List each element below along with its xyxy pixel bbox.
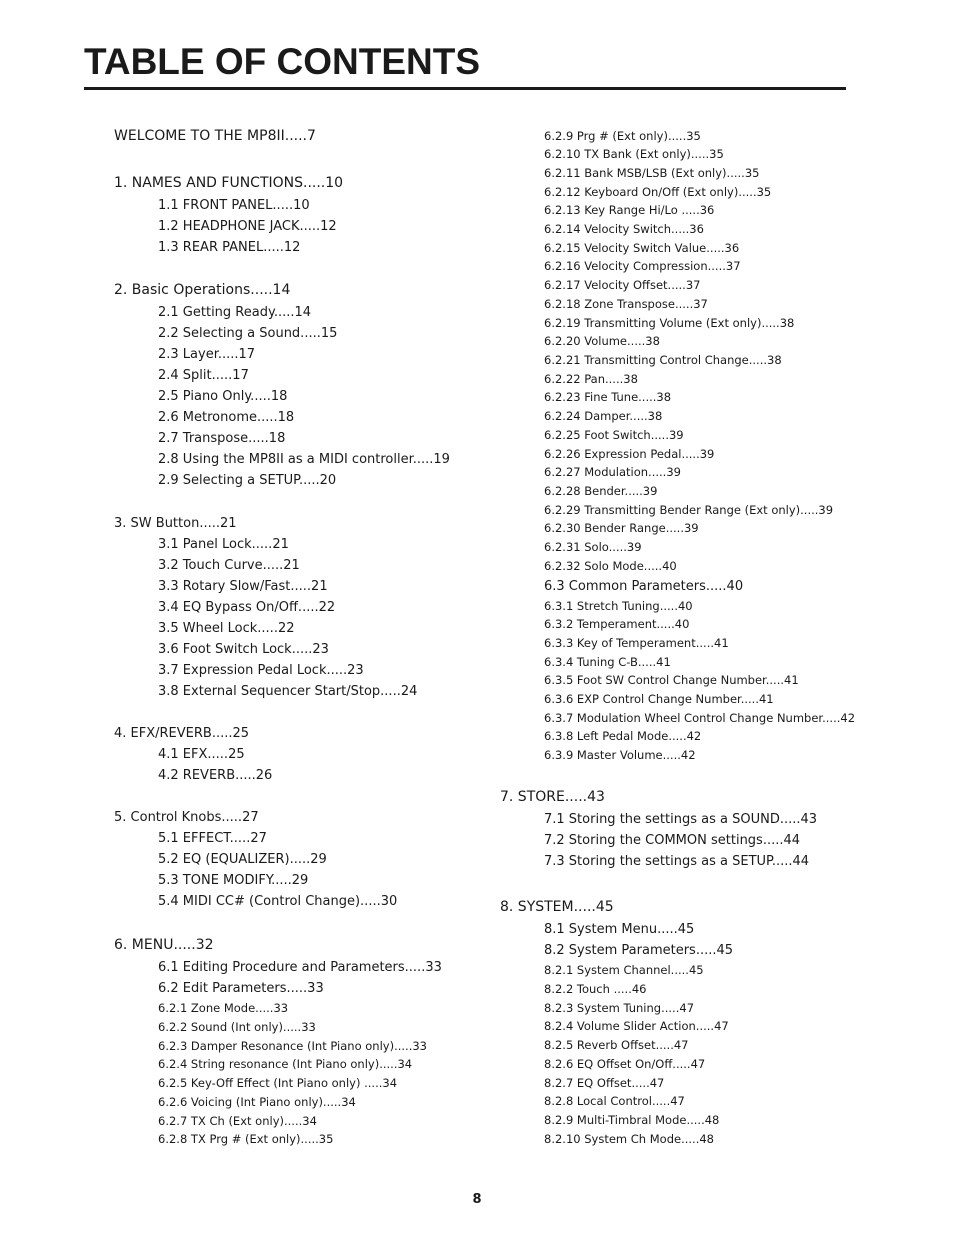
toc-entry: 3.1 Panel Lock.....21 xyxy=(158,536,289,552)
toc-entry: 2.7 Transpose.....18 xyxy=(158,430,286,446)
toc-entry: 6.2 Edit Parameters.....33 xyxy=(158,980,324,996)
toc-entry: 8.2.8 Local Control.....47 xyxy=(544,1093,685,1108)
toc-entry: 8.2.3 System Tuning.....47 xyxy=(544,1000,695,1015)
toc-entry: 2.6 Metronome.....18 xyxy=(158,409,295,425)
toc-entry: 6.2.19 Transmitting Volume (Ext only).....38 xyxy=(544,315,795,330)
toc-entry: 8.2.6 EQ Offset On/Off.....47 xyxy=(544,1056,706,1071)
toc-entry: 6.2.18 Zone Transpose.....37 xyxy=(544,296,708,311)
toc-entry: 5.2 EQ (EQUALIZER).....29 xyxy=(158,851,327,867)
toc-entry: 8. SYSTEM.....45 xyxy=(500,899,614,916)
toc-entry: 6.2.32 Solo Mode.....40 xyxy=(544,558,677,573)
toc-entry: 6.2.13 Key Range Hi/Lo .....36 xyxy=(544,202,715,217)
toc-entry: 8.2.7 EQ Offset.....47 xyxy=(544,1075,665,1090)
toc-entry: 5. Control Knobs.....27 xyxy=(114,809,259,825)
toc-entry: 2.8 Using the MP8II as a MIDI controller.....19 xyxy=(158,451,450,467)
toc-entry: 6.2.16 Velocity Compression.....37 xyxy=(544,258,741,273)
toc-entry: 6.3.4 Tuning C-B.....41 xyxy=(544,654,671,669)
toc-entry: 6.3.5 Foot SW Control Change Number.....41 xyxy=(544,672,799,687)
toc-entry: 6.2.15 Velocity Switch Value.....36 xyxy=(544,240,740,255)
toc-entry: 6.3.9 Master Volume.....42 xyxy=(544,747,696,762)
toc-entry: 3.2 Touch Curve.....21 xyxy=(158,557,300,573)
toc-entry: 8.2 System Parameters.....45 xyxy=(544,942,734,958)
toc-entry: 6.3.1 Stretch Tuning.....40 xyxy=(544,598,693,613)
title-underline xyxy=(84,87,846,90)
toc-entry: 6.3.6 EXP Control Change Number.....41 xyxy=(544,691,774,706)
page-number: 8 xyxy=(472,1192,482,1207)
toc-entry: 1. NAMES AND FUNCTIONS.....10 xyxy=(114,175,344,192)
toc-entry: 6.2.11 Bank MSB/LSB (Ext only).....35 xyxy=(544,165,760,180)
toc-entry: 2.9 Selecting a SETUP.....20 xyxy=(158,472,337,488)
toc-entry: 8.2.1 System Channel.....45 xyxy=(544,962,704,977)
toc-entry: 3.3 Rotary Slow/Fast.....21 xyxy=(158,578,328,594)
toc-entry: 6.2.29 Transmitting Bender Range (Ext only).....39 xyxy=(544,502,834,517)
toc-entry: 5.4 MIDI CC# (Control Change).....30 xyxy=(158,893,398,909)
toc-entry: 1.2 HEADPHONE JACK.....12 xyxy=(158,218,337,234)
toc-entry: 2.1 Getting Ready.....14 xyxy=(158,304,312,320)
toc-entry: 6.2.28 Bender.....39 xyxy=(544,483,658,498)
toc-entry: 6.2.12 Keyboard On/Off (Ext only).....35 xyxy=(544,184,772,199)
toc-entry: 8.2.2 Touch .....46 xyxy=(544,981,647,996)
toc-entry: 4.1 EFX.....25 xyxy=(158,746,245,762)
toc-entry: 6.2.1 Zone Mode.....33 xyxy=(158,1000,289,1015)
toc-entry: 5.3 TONE MODIFY.....29 xyxy=(158,872,309,888)
toc-entry: 4. EFX/REVERB.....25 xyxy=(114,725,250,741)
toc-entry: 8.2.5 Reverb Offset.....47 xyxy=(544,1037,689,1052)
toc-entry: 6.2.21 Transmitting Control Change.....38 xyxy=(544,352,782,367)
toc-entry: 2.3 Layer.....17 xyxy=(158,346,256,362)
toc-entry: 6.3 Common Parameters.....40 xyxy=(544,578,744,594)
toc-entry: 6.2.31 Solo.....39 xyxy=(544,539,642,554)
toc-entry: 6.2.10 TX Bank (Ext only).....35 xyxy=(544,146,724,161)
toc-entry: 6.3.8 Left Pedal Mode.....42 xyxy=(544,728,702,743)
toc-entry: 7. STORE.....43 xyxy=(500,789,605,806)
toc-entry: 6.2.9 Prg # (Ext only).....35 xyxy=(544,128,701,143)
toc-entry: 3.5 Wheel Lock.....22 xyxy=(158,620,295,636)
toc-entry: 6.2.2 Sound (Int only).....33 xyxy=(158,1019,316,1034)
toc-entry: 3.8 External Sequencer Start/Stop.....24 xyxy=(158,683,418,699)
toc-entry: 1.3 REAR PANEL.....12 xyxy=(158,239,301,255)
toc-entry: 6.2.30 Bender Range.....39 xyxy=(544,520,699,535)
toc-entry: 6.2.26 Expression Pedal.....39 xyxy=(544,446,715,461)
toc-entry: 2.5 Piano Only.....18 xyxy=(158,388,288,404)
toc-entry: 7.1 Storing the settings as a SOUND.....43 xyxy=(544,811,818,827)
toc-entry: 2. Basic Operations.....14 xyxy=(114,282,291,299)
toc-entry: 3.4 EQ Bypass On/Off.....22 xyxy=(158,599,336,615)
toc-entry: 6.2.22 Pan.....38 xyxy=(544,371,638,386)
toc-entry: 8.1 System Menu.....45 xyxy=(544,921,695,937)
toc-entry: 6.2.6 Voicing (Int Piano only).....34 xyxy=(158,1094,356,1109)
toc-entry: 6.2.14 Velocity Switch.....36 xyxy=(544,221,704,236)
toc-entry: 2.4 Split.....17 xyxy=(158,367,249,383)
toc-entry: 6.2.7 TX Ch (Ext only).....34 xyxy=(158,1113,317,1128)
toc-entry: 5.1 EFFECT.....27 xyxy=(158,830,267,846)
toc-entry: 7.3 Storing the settings as a SETUP.....44 xyxy=(544,853,810,869)
toc-entry: 8.2.4 Volume Slider Action.....47 xyxy=(544,1018,729,1033)
toc-entry: 6.3.7 Modulation Wheel Control Change Number.....42 xyxy=(544,710,856,725)
toc-entry: 6.3.3 Key of Temperament.....41 xyxy=(544,635,729,650)
toc-entry: 7.2 Storing the COMMON settings.....44 xyxy=(544,832,801,848)
toc-entry: 3.6 Foot Switch Lock.....23 xyxy=(158,641,329,657)
toc-entry: 6.2.5 Key-Off Effect (Int Piano only) .....34 xyxy=(158,1075,398,1090)
toc-entry: 6.2.27 Modulation.....39 xyxy=(544,464,681,479)
toc-entry: 6.2.8 TX Prg # (Ext only).....35 xyxy=(158,1131,334,1146)
toc-entry: 6.2.3 Damper Resonance (Int Piano only).....33 xyxy=(158,1038,427,1053)
toc-entry: 6. MENU.....32 xyxy=(114,937,214,954)
toc-entry: 6.2.17 Velocity Offset.....37 xyxy=(544,277,701,292)
toc-entry: WELCOME TO THE MP8II.....7 xyxy=(114,128,316,145)
toc-entry: 4.2 REVERB.....26 xyxy=(158,767,273,783)
toc-entry: 6.3.2 Temperament.....40 xyxy=(544,616,690,631)
toc-entry: 8.2.10 System Ch Mode.....48 xyxy=(544,1131,714,1146)
toc-entry: 3.7 Expression Pedal Lock.....23 xyxy=(158,662,364,678)
toc-entry: 6.2.20 Volume.....38 xyxy=(544,333,660,348)
toc-entry: 3. SW Button.....21 xyxy=(114,515,237,531)
toc-entry: 6.1 Editing Procedure and Parameters.....33 xyxy=(158,959,442,975)
toc-entry: 6.2.25 Foot Switch.....39 xyxy=(544,427,684,442)
toc-entry: 2.2 Selecting a Sound.....15 xyxy=(158,325,338,341)
page-title: TABLE OF CONTENTS xyxy=(84,41,481,82)
toc-entry: 6.2.23 Fine Tune.....38 xyxy=(544,389,672,404)
toc-entry: 1.1 FRONT PANEL.....10 xyxy=(158,197,310,213)
toc-entry: 8.2.9 Multi-Timbral Mode.....48 xyxy=(544,1112,720,1127)
toc-entry: 6.2.24 Damper.....38 xyxy=(544,408,663,423)
toc-entry: 6.2.4 String resonance (Int Piano only).....34 xyxy=(158,1056,413,1071)
